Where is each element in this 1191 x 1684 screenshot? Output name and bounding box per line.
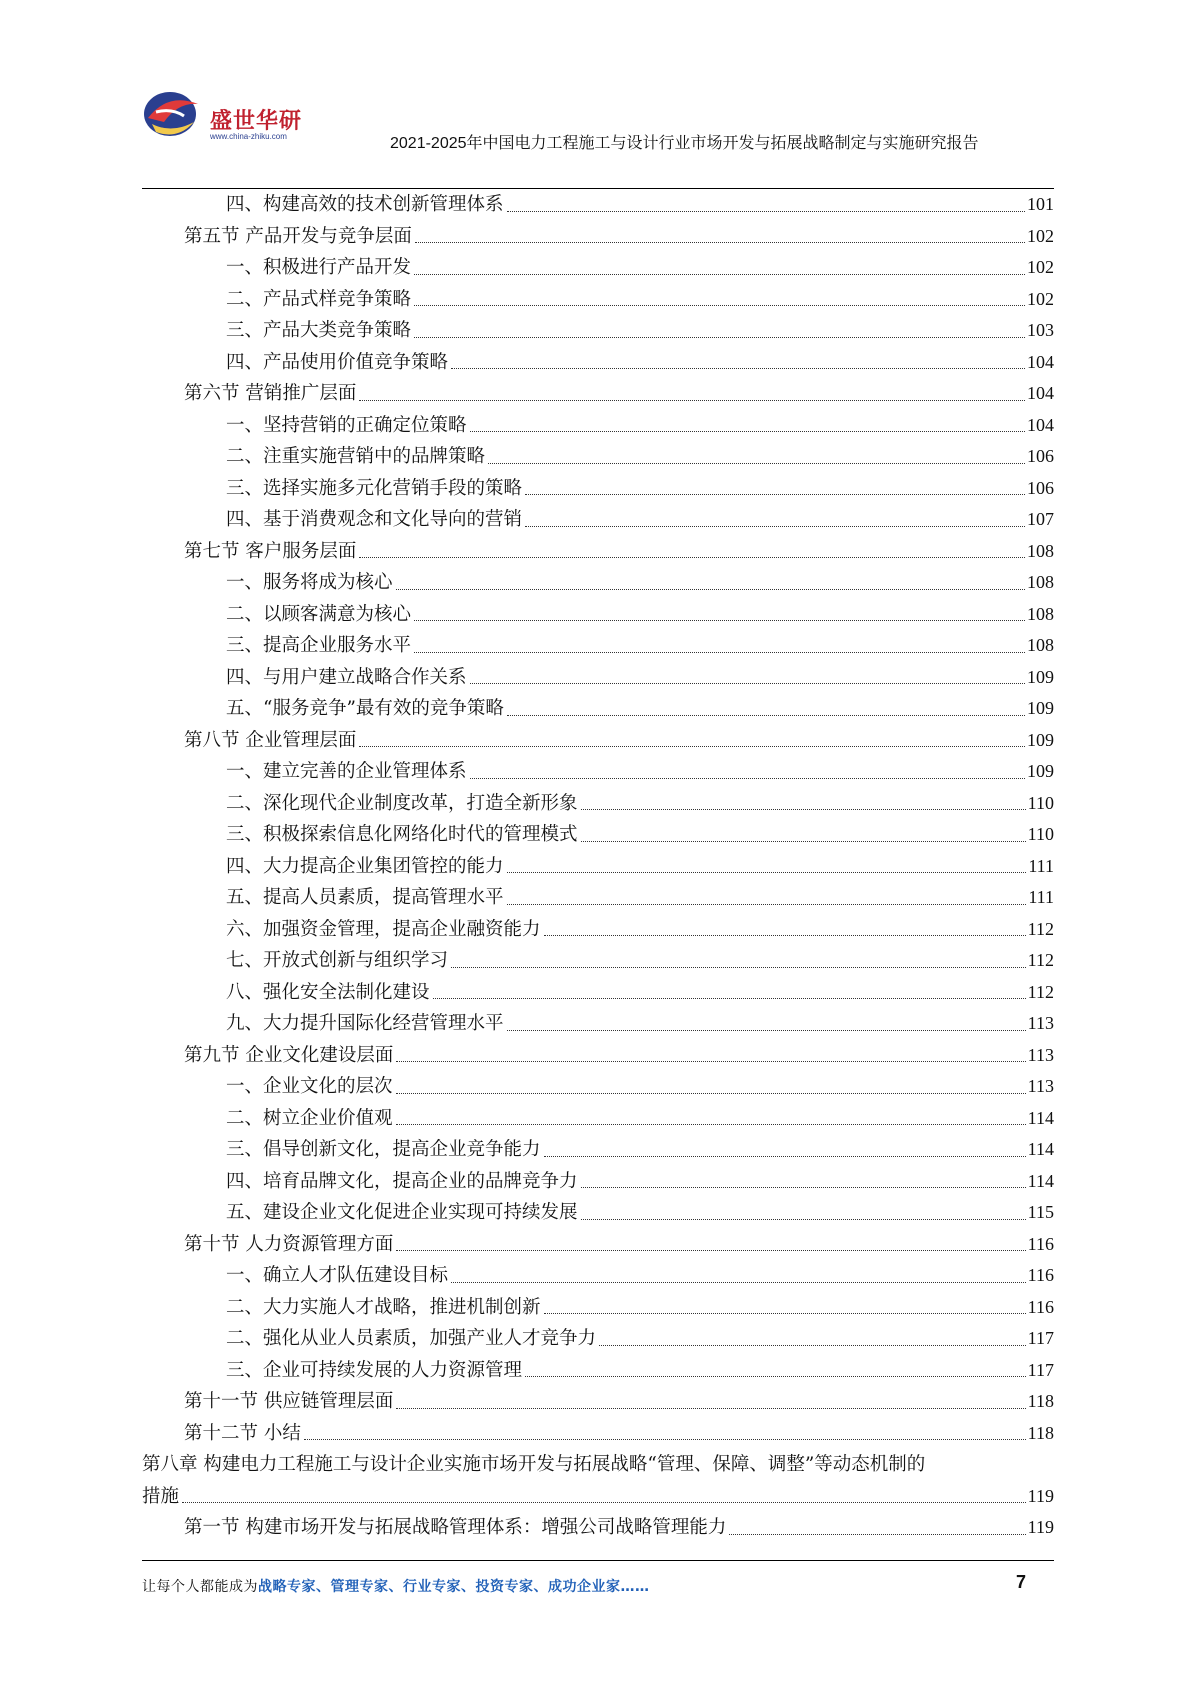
toc-page-number: 109	[1027, 698, 1054, 718]
toc-dot-leader	[414, 630, 1025, 653]
toc-dot-leader	[507, 1008, 1026, 1031]
toc-entry-title: 第七节 客户服务层面	[184, 540, 357, 562]
toc-page-number: 108	[1027, 572, 1054, 592]
toc-entry[interactable]	[142, 851, 1054, 883]
toc-dot-leader	[507, 693, 1025, 716]
toc-dot-leader	[507, 851, 1027, 874]
toc-entry[interactable]	[142, 1229, 1054, 1261]
toc-page-number: 117	[1027, 1328, 1054, 1348]
toc-entry[interactable]	[142, 1418, 1054, 1450]
toc-page-number: 113	[1027, 1044, 1054, 1065]
toc-entry-title: 第十二节 小结	[184, 1422, 301, 1444]
toc-page-number: 104	[1027, 383, 1054, 403]
toc-entry[interactable]	[142, 252, 1054, 284]
toc-entry-title: 三、提高企业服务水平	[226, 635, 412, 656]
toc-entry[interactable]	[142, 1292, 1054, 1324]
toc-entry-title: 二、强化从业人员素质，加强产业人才竞争力	[226, 1328, 597, 1349]
logo-url: www.china-zhiku.com	[210, 132, 287, 141]
toc-dot-leader	[396, 1386, 1025, 1409]
toc-entry[interactable]	[142, 1386, 1054, 1418]
toc-chapter-continuation	[142, 1481, 1054, 1513]
toc-dot-leader	[544, 914, 1026, 937]
toc-entry[interactable]	[142, 1040, 1054, 1072]
toc-entry-title: 第八节 企业管理层面	[184, 729, 357, 751]
toc-dot-leader	[581, 1197, 1026, 1220]
toc-entry-title: 一、建立完善的企业管理体系	[226, 761, 467, 782]
toc-page-number: 108	[1027, 603, 1054, 624]
toc-entry[interactable]	[142, 284, 1054, 316]
toc-dot-leader	[414, 599, 1025, 622]
toc-dot-leader	[359, 725, 1025, 748]
toc-entry[interactable]	[142, 882, 1054, 914]
toc-dot-leader	[414, 284, 1025, 307]
toc-dot-leader	[396, 567, 1025, 590]
toc-entry[interactable]	[142, 599, 1054, 631]
toc-entry[interactable]	[142, 221, 1054, 253]
toc-entry-title: 第五节 产品开发与竞争层面	[184, 225, 412, 247]
toc-entry-title: 第十一节 供应链管理层面	[184, 1391, 394, 1412]
toc-page-number: 113	[1027, 1013, 1054, 1033]
toc-page-number: 119	[1027, 1517, 1054, 1537]
toc-page-number: 115	[1027, 1202, 1054, 1222]
toc-chapter-entry[interactable]	[142, 1449, 1054, 1512]
toc-dot-leader	[451, 945, 1026, 968]
toc-entry[interactable]	[142, 1134, 1054, 1166]
toc-dot-leader	[581, 788, 1026, 811]
toc-page-number: 102	[1027, 225, 1054, 246]
toc-dot-leader	[359, 536, 1025, 559]
toc-page-number: 112	[1027, 950, 1054, 970]
toc-entry-title: 二、大力实施人才战略，推进机制创新	[226, 1296, 541, 1318]
page-number: 7	[1016, 1572, 1027, 1592]
toc-entry[interactable]	[142, 1323, 1054, 1355]
toc-dot-leader	[359, 378, 1025, 401]
toc-page-number: 109	[1027, 761, 1054, 781]
toc-entry[interactable]	[142, 914, 1054, 946]
toc-dot-leader	[396, 1229, 1025, 1252]
toc-entry-title: 八、强化安全法制化建设	[226, 981, 430, 1003]
toc-dot-leader	[414, 315, 1025, 338]
toc-entry[interactable]	[142, 1512, 1054, 1544]
toc-dot-leader	[396, 1103, 1026, 1126]
toc-dot-leader	[451, 347, 1025, 370]
toc-page-number: 116	[1027, 1265, 1054, 1285]
toc-dot-leader	[525, 1355, 1026, 1378]
footer-slogan	[142, 1576, 650, 1596]
toc-entry-title: 三、选择实施多元化营销手段的策略	[226, 477, 523, 499]
toc-page-number: 106	[1027, 477, 1054, 498]
toc-page-number: 113	[1027, 1076, 1054, 1096]
toc-page-number: 111	[1028, 855, 1054, 876]
toc-entry-title: 二、注重实施营销中的品牌策略	[226, 446, 486, 467]
toc-entry[interactable]	[142, 1166, 1054, 1198]
toc-entry[interactable]	[142, 378, 1054, 410]
toc-dot-leader	[507, 882, 1027, 905]
toc-entry-title: 一、坚持营销的正确定位策略	[226, 414, 467, 436]
toc-entry-title: 一、积极进行产品开发	[226, 257, 412, 278]
toc-chapter-title: 第八章 构建电力工程施工与设计企业实施市场开发与拓展战略“管理、保障、调整”等动态机制的	[142, 1454, 926, 1475]
toc-page-number: 111	[1028, 887, 1054, 907]
toc-page-number: 109	[1027, 666, 1054, 687]
toc-dot-leader	[544, 1134, 1026, 1157]
toc-entry-title: 四、产品使用价值竞争策略	[226, 351, 449, 373]
toc-dot-leader	[488, 441, 1025, 464]
toc-page-number: 116	[1027, 1233, 1054, 1254]
toc-page-number: 102	[1027, 288, 1054, 309]
toc-entry-title: 三、积极探索信息化网络化时代的管理模式	[226, 824, 578, 845]
toc-entry[interactable]	[142, 819, 1054, 851]
toc-dot-leader	[544, 1292, 1026, 1315]
toc-entry[interactable]	[142, 977, 1054, 1009]
toc-entry-title: 第六节 营销推广层面	[184, 383, 357, 404]
footer-divider	[142, 1560, 1054, 1561]
toc-entry[interactable]	[142, 945, 1054, 977]
toc-page-number: 103	[1027, 320, 1054, 340]
toc-entry[interactable]	[142, 756, 1054, 788]
toc-entry[interactable]	[142, 1355, 1054, 1387]
toc-page-number: 104	[1027, 414, 1054, 435]
toc-entry[interactable]	[142, 1260, 1054, 1292]
toc-dot-leader	[182, 1481, 1026, 1504]
toc-dot-leader	[415, 221, 1025, 244]
toc-entry[interactable]	[142, 567, 1054, 599]
toc-entry[interactable]	[142, 630, 1054, 662]
toc-page-number: 106	[1027, 446, 1054, 466]
toc-dot-leader	[729, 1512, 1025, 1535]
toc-page-number: 118	[1027, 1391, 1054, 1411]
toc-chapter-title-cont: 措施	[142, 1485, 180, 1507]
toc-page-number: 114	[1027, 1139, 1054, 1159]
toc-page-number: 108	[1027, 540, 1054, 561]
toc-entry-title: 三、产品大类竞争策略	[226, 320, 412, 341]
toc-page-number: 109	[1027, 729, 1054, 750]
toc-dot-leader	[414, 252, 1025, 275]
slogan-prefix: 让每个人都能成为	[142, 1579, 258, 1595]
toc-dot-leader	[433, 977, 1026, 1000]
toc-page-number: 117	[1027, 1359, 1054, 1380]
toc-entry-title: 三、倡导创新文化，提高企业竞争能力	[226, 1139, 541, 1160]
toc-entry[interactable]	[142, 315, 1054, 347]
toc-entry[interactable]	[142, 536, 1054, 568]
toc-dot-leader	[525, 504, 1025, 527]
toc-page-number: 116	[1027, 1296, 1054, 1317]
toc-page-number: 101	[1027, 194, 1054, 214]
toc-entry-title: 一、服务将成为核心	[226, 572, 393, 593]
toc-page-number: 119	[1027, 1485, 1054, 1506]
toc-dot-leader	[304, 1418, 1026, 1441]
toc-entry-title: 四、培育品牌文化，提高企业的品牌竞争力	[226, 1170, 578, 1192]
toc-entry[interactable]	[142, 473, 1054, 505]
toc-entry[interactable]	[142, 1197, 1054, 1229]
toc-dot-leader	[396, 1071, 1026, 1094]
table-of-contents	[142, 189, 1054, 1544]
toc-entry[interactable]	[142, 788, 1054, 820]
toc-entry-title: 五、提高人员素质，提高管理水平	[226, 887, 504, 908]
toc-entry-title: 二、产品式样竞争策略	[226, 288, 412, 310]
toc-entry-title: 一、确立人才队伍建设目标	[226, 1265, 449, 1286]
toc-entry[interactable]	[142, 504, 1054, 536]
toc-entry[interactable]	[142, 347, 1054, 379]
toc-entry-title: 二、以顾客满意为核心	[226, 603, 412, 625]
toc-entry-title: 四、构建高效的技术创新管理体系	[226, 194, 504, 215]
toc-dot-leader	[581, 1166, 1026, 1189]
toc-entry[interactable]	[142, 1008, 1054, 1040]
toc-page-number: 104	[1027, 351, 1054, 372]
toc-page-number: 114	[1027, 1107, 1054, 1128]
report-title: 2021-2025年中国电力工程施工与设计行业市场开发与拓展战略制定与实施研究报告	[390, 135, 979, 152]
toc-dot-leader	[581, 819, 1026, 842]
toc-entry-title: 第十节 人力资源管理方面	[184, 1233, 394, 1255]
toc-page-number: 102	[1027, 257, 1054, 277]
toc-entry-title: 四、大力提高企业集团管控的能力	[226, 855, 504, 877]
toc-page-number: 112	[1027, 918, 1054, 939]
toc-entry[interactable]	[142, 693, 1054, 725]
toc-dot-leader	[599, 1323, 1026, 1346]
toc-entry-title: 四、基于消费观念和文化导向的营销	[226, 509, 523, 530]
toc-page-number: 107	[1027, 509, 1054, 529]
toc-entry-title: 二、深化现代企业制度改革，打造全新形象	[226, 792, 578, 814]
toc-dot-leader	[507, 189, 1025, 212]
toc-page-number: 110	[1027, 792, 1054, 813]
toc-entry-title: 三、企业可持续发展的人力资源管理	[226, 1359, 523, 1381]
toc-entry[interactable]	[142, 189, 1054, 221]
toc-entry-title: 二、树立企业价值观	[226, 1107, 393, 1129]
toc-dot-leader	[396, 1040, 1025, 1063]
toc-entry-title: 五、“服务竞争”最有效的竞争策略	[226, 698, 504, 719]
toc-page-number: 118	[1027, 1422, 1054, 1443]
toc-entry-title: 第九节 企业文化建设层面	[184, 1044, 394, 1066]
toc-entry-title: 七、开放式创新与组织学习	[226, 950, 449, 971]
toc-dot-leader	[470, 662, 1025, 685]
toc-entry-title: 六、加强资金管理，提高企业融资能力	[226, 918, 541, 940]
toc-entry[interactable]	[142, 410, 1054, 442]
toc-entry-title: 九、大力提升国际化经营管理水平	[226, 1013, 504, 1034]
toc-page-number: 114	[1027, 1170, 1054, 1191]
toc-entry-title: 五、建设企业文化促进企业实现可持续发展	[226, 1202, 578, 1223]
slogan-highlight: 战略专家、管理专家、行业专家、投资专家、成功企业家……	[258, 1579, 650, 1595]
toc-dot-leader	[451, 1260, 1026, 1283]
toc-entry[interactable]	[142, 1103, 1054, 1135]
toc-page-number: 108	[1027, 635, 1054, 655]
toc-entry-title: 四、与用户建立战略合作关系	[226, 666, 467, 688]
toc-entry-title: 一、企业文化的层次	[226, 1076, 393, 1097]
toc-entry[interactable]	[142, 441, 1054, 473]
toc-entry[interactable]	[142, 725, 1054, 757]
toc-page-number: 112	[1027, 981, 1054, 1002]
toc-entry[interactable]	[142, 1071, 1054, 1103]
toc-entry[interactable]	[142, 662, 1054, 694]
toc-page-number: 110	[1027, 824, 1054, 844]
toc-entry-title: 第一节 构建市场开发与拓展战略管理体系：增强公司战略管理能力	[184, 1517, 727, 1538]
toc-dot-leader	[525, 473, 1025, 496]
logo-name: 盛世华研	[210, 109, 303, 134]
toc-dot-leader	[470, 410, 1025, 433]
toc-dot-leader	[470, 756, 1025, 779]
